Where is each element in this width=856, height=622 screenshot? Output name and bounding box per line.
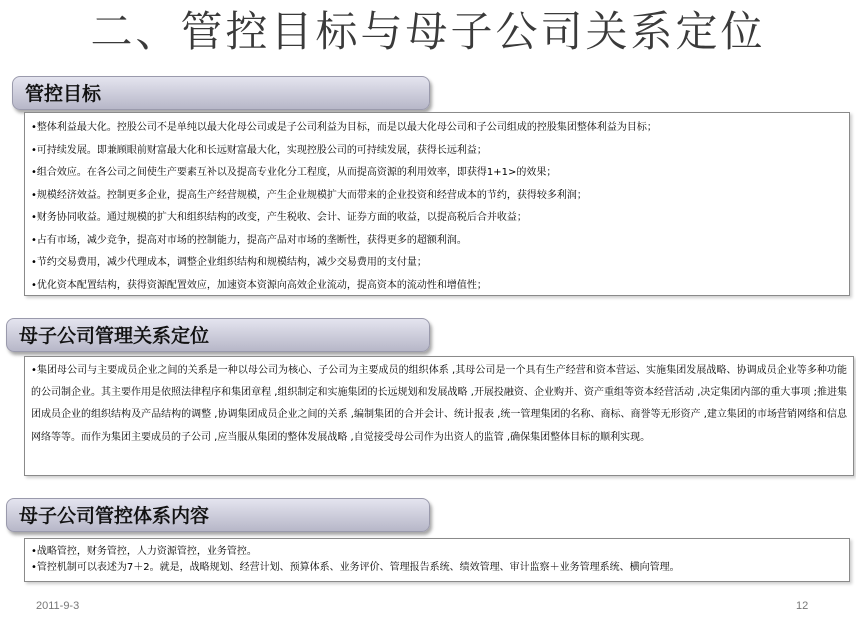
list-item: •占有市场，减少竞争，提高对市场的控制能力，提高产品对市场的垄断性，获得更多的超额利润。 bbox=[31, 234, 467, 246]
list-item: •组合效应。在各公司之间使生产要素互补以及提高专业化分工程度，从而提高资源的利用效率，即获得1+1>的效果； bbox=[31, 167, 557, 178]
section-heading-relationship-positioning: 母子公司管理关系定位 bbox=[6, 318, 430, 352]
relationship-positioning-panel bbox=[24, 356, 854, 476]
paragraph: •集团母公司与主要成员企业之间的关系是一种以母公司为核心、子公司为主要成员的组织体系 ,其母公司是一个具有生产经营和资本营运、实施集团发展战略、协调成员企业等多种功能的公司制企业。其主要作用是依照法律程序和集团章程 ,组织制定和实施集团的长远规划和发展战略 ,开展投融资、企业购并、资产重组等资本经营活动 ,决定集团内部的重大事项 ;推进集团成员企业的组织结构及产品结构的调整 ,协调集团成员企业之间的关系 ,编制集团的合并会计、统计报表 ,统一管理集团的名称、商标、商誉等无形资产 ,建立集团的市场营销网络和信息网络等等。而作为集团主要成员的子公司 ,应当服从集团的整体发展战略 ,自觉接受母公司作为出资人的监管 ,确保集团整体目标的顺利实现。 bbox=[31, 365, 847, 443]
page-number: 12 bbox=[796, 600, 809, 612]
list-item: •优化资本配置结构，获得资源配置效应，加速资本资源向高效企业流动，提高资本的流动性和增值性； bbox=[31, 279, 487, 291]
list-item: •财务协同收益。通过规模的扩大和组织结构的改变，产生税收、会计、证券方面的收益，以提高税后合并收益； bbox=[31, 212, 527, 223]
section-heading-control-system: 母子公司管控体系内容 bbox=[6, 498, 430, 532]
slide-title: 二、管控目标与母子公司关系定位 bbox=[90, 7, 766, 56]
list-item: •战略管控，财务管控，人力资源管控，业务管控。 bbox=[31, 546, 257, 557]
list-item: •规模经济效益。控制更多企业，提高生产经营规模，产生企业规模扩大而带来的企业投资和经营成本的节约，获得较多利润； bbox=[31, 189, 587, 201]
control-goals-panel bbox=[24, 112, 850, 296]
list-item: •可持续发展。即兼顾眼前财富最大化和长远财富最大化，实现控股公司的可持续发展，获得长远利益； bbox=[31, 144, 487, 156]
slide-date: 2011-9-3 bbox=[36, 600, 80, 612]
control-system-panel bbox=[24, 538, 850, 582]
list-item: •管控机制可以表述为7＋2。就是，战略规划、经营计划、预算体系、业务评价、管理报告系统、绩效管理、审计监察＋业务管理系统、横向管理。 bbox=[31, 561, 680, 573]
list-item: •整体利益最大化。控股公司不是单纯以最大化母公司或是子公司利益为目标，而是以最大化母公司和子公司组成的控股集团整体利益为目标； bbox=[31, 122, 657, 133]
list-item: •节约交易费用，减少代理成本，调整企业组织结构和规模结构，减少交易费用的支付量； bbox=[31, 257, 427, 268]
section-heading-control-goals: 管控目标 bbox=[12, 76, 430, 110]
